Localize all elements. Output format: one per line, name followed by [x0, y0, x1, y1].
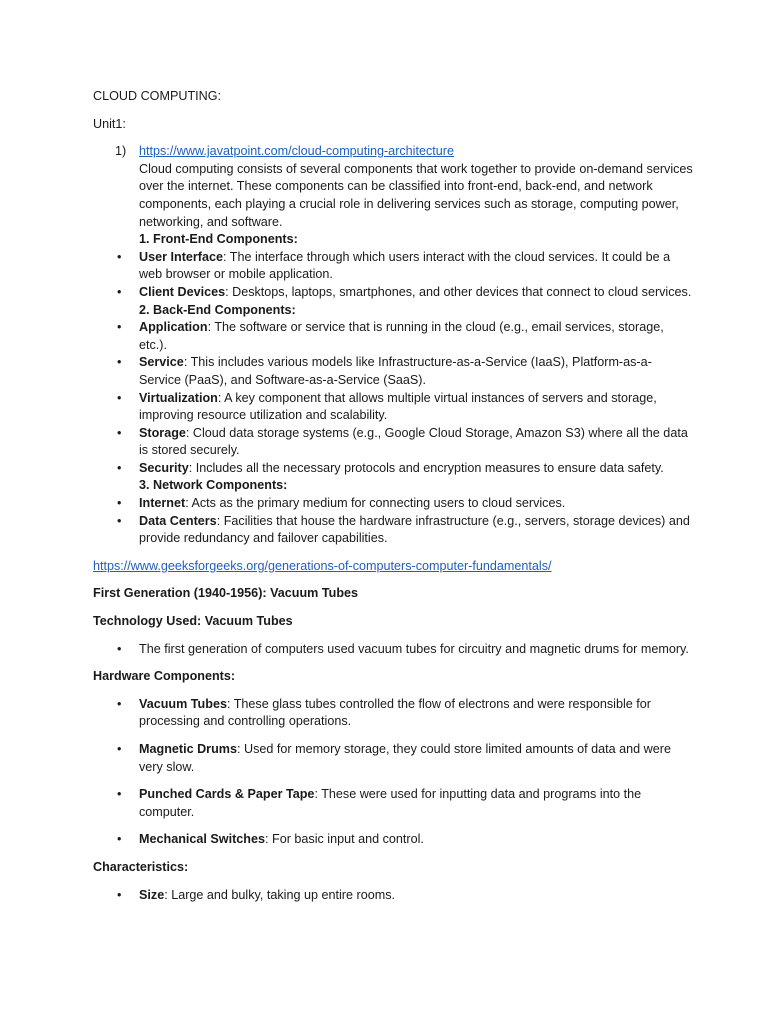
- list-item: • Storage: Cloud data storage systems (e.g., Google Cloud Storage, Amazon S3) where all the data is stored securely.: [117, 425, 688, 458]
- list-item: • Data Centers: Facilities that house the hardware infrastructure (e.g., servers, storage devices) and provide redundancy and failover capabilities.: [117, 513, 690, 546]
- back-end-heading: 2. Back-End Components:: [139, 302, 296, 317]
- bullet-icon: •: [117, 696, 122, 711]
- bullet-icon: •: [117, 390, 122, 405]
- technology-heading: Technology Used: Vacuum Tubes: [93, 614, 293, 629]
- numbered-item-1: [93, 143, 693, 249]
- bullet-icon: •: [117, 284, 122, 299]
- first-generation-heading: First Generation (1940-1956): Vacuum Tubes: [93, 586, 359, 601]
- list-item: • The first generation of computers used vacuum tubes for circuitry and magnetic drums for memory.: [93, 641, 693, 659]
- hardware-heading: Hardware Components:: [93, 669, 236, 684]
- javatpoint-link[interactable]: https://www.javatpoint.com/cloud-computing-architecture: [139, 144, 454, 159]
- list-item: • Service: This includes various models like Infrastructure-as-a-Service (IaaS), Platform-as-a-Service (PaaS), and Software-as-a-Service (SaaS).: [117, 355, 652, 387]
- geeksforgeeks-link[interactable]: https://www.geeksforgeeks.org/generations-of-computers-computer-fundamentals/: [93, 558, 552, 573]
- hardware-list: [93, 696, 693, 849]
- bullet-icon: •: [117, 320, 122, 335]
- bullet-icon: •: [117, 249, 122, 264]
- list-item: • Mechanical Switches: For basic input and control.: [93, 831, 693, 849]
- bullet-icon: •: [117, 460, 122, 475]
- network-list: [93, 495, 693, 548]
- bullet-icon: •: [117, 787, 122, 802]
- bullet-icon: •: [117, 425, 122, 440]
- bullet-icon: •: [117, 355, 122, 370]
- numbered-marker: 1): [115, 144, 127, 159]
- characteristics-heading: Characteristics:: [93, 859, 189, 874]
- back-end-list: [93, 319, 693, 477]
- bullet-icon: •: [117, 641, 122, 656]
- list-item: • Security: Includes all the necessary protocols and encryption measures to ensure data safety.: [93, 460, 693, 478]
- bullet-icon: •: [117, 832, 122, 847]
- document-page: [93, 88, 693, 914]
- doc-title: CLOUD COMPUTING:: [93, 89, 222, 103]
- list-item: • Punched Cards & Paper Tape: These were used for inputting data and programs into the computer.: [117, 787, 642, 819]
- bullet-icon: •: [117, 496, 122, 511]
- list-item: • Client Devices: Desktops, laptops, smartphones, and other devices that connect to cloud services.: [93, 284, 693, 302]
- cloud-intro-paragraph: Cloud computing consists of several components that work together to provide on-demand services over the internet. These components can be classified into front-end, back-end, and network components, each playing a crucial role in delivering services such as storage, computing power, networking, and software.: [139, 161, 693, 229]
- list-item: • Internet: Acts as the primary medium for connecting users to cloud services.: [93, 495, 693, 513]
- bullet-icon: •: [117, 887, 122, 902]
- list-item: • Size: Large and bulky, taking up entire rooms.: [93, 887, 693, 905]
- bullet-icon: •: [117, 513, 122, 528]
- technology-list: [93, 641, 693, 659]
- list-item: • Vacuum Tubes: These glass tubes controlled the flow of electrons and were responsible for processing and controlling operations.: [117, 696, 651, 729]
- characteristics-list: [93, 887, 693, 905]
- unit-label: Unit1:: [93, 116, 126, 131]
- list-item: • Application: The software or service that is running in the cloud (e.g., email services, storage, etc.).: [117, 320, 664, 352]
- front-end-list: [93, 249, 693, 302]
- bullet-icon: •: [117, 742, 122, 756]
- front-end-heading: 1. Front-End Components:: [139, 232, 298, 247]
- list-item: • Magnetic Drums: Used for memory storage, they could store limited amounts of data and were very slow.: [117, 742, 671, 774]
- network-heading: 3. Network Components:: [139, 478, 288, 493]
- list-item: • User Interface: The interface through which users interact with the cloud services. It could be a web browser or mobile application.: [117, 249, 671, 282]
- list-item: • Virtualization: A key component that allows multiple virtual instances of servers and storage, improving resource utilization and scalability.: [117, 390, 657, 423]
